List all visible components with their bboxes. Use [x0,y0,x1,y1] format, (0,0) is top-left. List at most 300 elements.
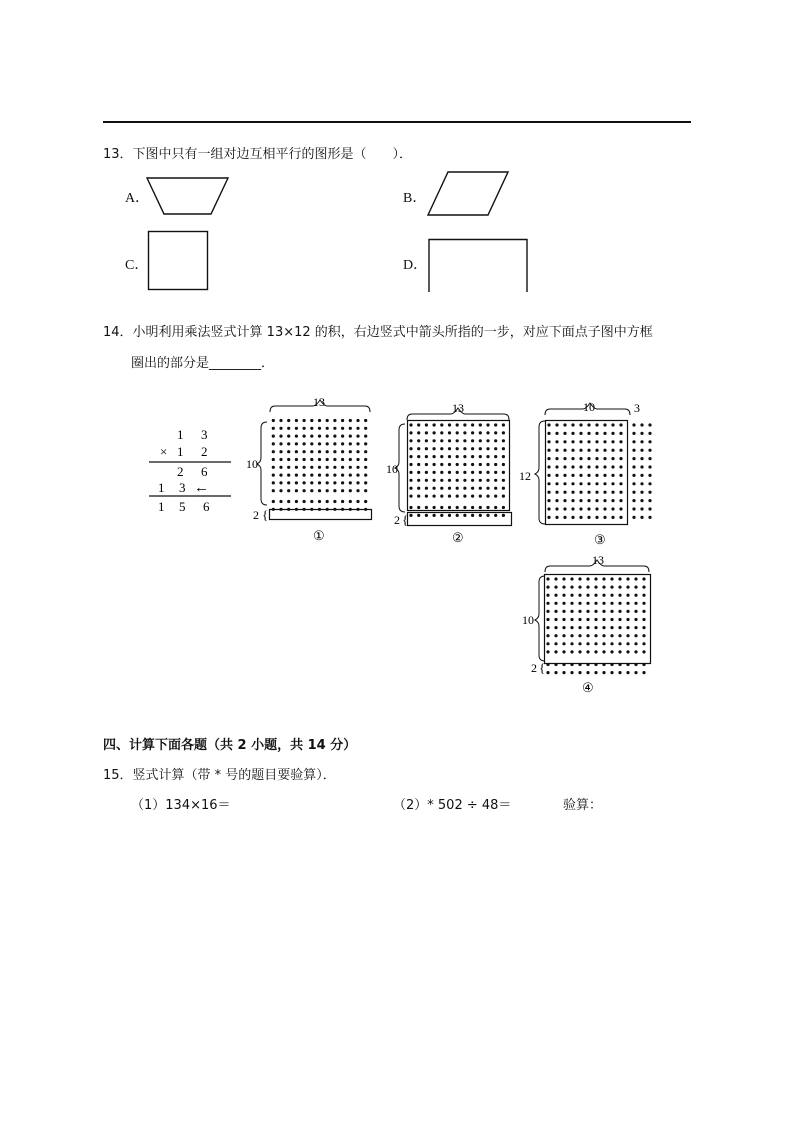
dot [494,463,497,466]
dot [471,463,474,466]
dot-figure-4 [518,551,658,701]
dot [579,491,582,494]
dot [456,455,459,458]
dot [579,440,582,443]
dot [409,479,412,482]
dot [602,663,605,666]
dot [578,650,581,653]
dot [563,474,566,477]
dot [486,471,489,474]
dot [586,618,589,621]
q13-option-c-label: C． [125,258,149,273]
dot [611,491,614,494]
dot [602,671,605,674]
dot [578,602,581,605]
dot [602,602,605,605]
dot [563,465,566,468]
dot [579,432,582,435]
calc-op: × [160,444,168,459]
dot [547,482,550,485]
dot [456,514,459,517]
dot [595,457,598,460]
dot [486,439,489,442]
dot [349,442,352,445]
calc-r4-d1: 1 [158,480,165,495]
dot [502,463,505,466]
dot-figure-2 [385,400,520,545]
dot [648,432,651,435]
dot [610,610,613,613]
dot [303,481,306,484]
dot [479,506,482,509]
dot [632,482,635,485]
dot [425,479,428,482]
dot [547,423,550,426]
fig2-top-label: 13 [452,401,464,415]
dot [554,642,557,645]
dot [586,663,589,666]
dot [555,457,558,460]
dot [594,626,597,629]
dot [594,602,597,605]
dot [295,427,298,430]
dot [547,507,550,510]
dot [587,482,590,485]
dot [579,457,582,460]
dot [502,506,505,509]
dot [648,474,651,477]
dot [626,577,629,580]
dot [648,507,651,510]
dot [626,634,629,637]
dot [303,466,306,469]
dot [326,474,329,477]
dot [626,671,629,674]
dot [310,466,313,469]
dot [586,642,589,645]
calc-r2-d2: 2 [201,444,208,459]
dot [279,500,282,503]
dot [563,499,566,502]
dot [295,435,298,438]
dot [349,474,352,477]
dot [326,500,329,503]
dot [642,626,645,629]
dot [555,507,558,510]
dot [562,602,565,605]
dot [494,447,497,450]
dot [433,506,436,509]
dot [570,671,573,674]
dot [619,499,622,502]
dot [295,466,298,469]
dot [486,431,489,434]
dot [409,455,412,458]
dot [456,423,459,426]
rectangle-shape [428,238,530,292]
dot [287,474,290,477]
dot [303,427,306,430]
square-shape [147,230,211,292]
dot [471,514,474,517]
dot [364,435,367,438]
dot [463,514,466,517]
dot [494,479,497,482]
dot [611,457,614,460]
dot [479,447,482,450]
dot [456,463,459,466]
dot [303,442,306,445]
dot [570,642,573,645]
dot [341,458,344,461]
fig1-left-small-label: 2 [253,508,259,522]
dot [409,471,412,474]
dot [349,481,352,484]
fig1-left-big-label: 10 [246,457,258,471]
dot [563,516,566,519]
dot [619,423,622,426]
dot [611,482,614,485]
dot [433,514,436,517]
dot [494,495,497,498]
dot [547,449,550,452]
dot [456,487,459,490]
dot [618,642,621,645]
dot [494,431,497,434]
dot [579,516,582,519]
dot [632,491,635,494]
dot [310,458,313,461]
dot [279,450,282,453]
dot [502,479,505,482]
dot [409,423,412,426]
dot [448,463,451,466]
dot [562,642,565,645]
dot [578,618,581,621]
dot [587,440,590,443]
dot [364,427,367,430]
dot [272,458,275,461]
dot [587,457,590,460]
dot [318,489,321,492]
dot [502,447,505,450]
dot [579,474,582,477]
dot [634,650,637,653]
dot [494,455,497,458]
dot [479,423,482,426]
dot [349,458,352,461]
dot [295,419,298,422]
dot [295,450,298,453]
dot [310,427,313,430]
dot [570,618,573,621]
dot [642,577,645,580]
dot [364,508,367,511]
dot [486,479,489,482]
q13-stem: 13．下图中只有一组对边互相平行的图形是（ ）． [103,147,413,162]
dot [546,610,549,613]
dot [610,626,613,629]
dot [417,471,420,474]
fig3-top-right-label: 3 [634,401,640,415]
dot [486,423,489,426]
dot [547,432,550,435]
dot [619,465,622,468]
dot [603,491,606,494]
dot [364,481,367,484]
dot [279,458,282,461]
dot [632,432,635,435]
dot [579,449,582,452]
dot [634,586,637,589]
dot [642,663,645,666]
dot [479,471,482,474]
dot [287,508,290,511]
dot [417,514,420,517]
dot [634,618,637,621]
dot [479,487,482,490]
dot [546,586,549,589]
dot [326,508,329,511]
dot [364,450,367,453]
dot [618,602,621,605]
dot [562,610,565,613]
dot [634,577,637,580]
dot [595,482,598,485]
dot [618,618,621,621]
dot [562,663,565,666]
dot [463,471,466,474]
dot [303,435,306,438]
dot [578,577,581,580]
dot [287,435,290,438]
dot [586,671,589,674]
dot [287,481,290,484]
dot [632,499,635,502]
dot [502,455,505,458]
dot [578,642,581,645]
dot [326,442,329,445]
dot [279,419,282,422]
dot [648,499,651,502]
dot [546,602,549,605]
dot [554,618,557,621]
dot [570,586,573,589]
dot [595,507,598,510]
dot [287,419,290,422]
dot [571,449,574,452]
q13-option-b-label: B． [403,191,427,206]
dot [417,506,420,509]
dot [563,491,566,494]
dot [611,449,614,452]
dot [595,465,598,468]
calc-r1-d2: 3 [201,427,208,442]
dot [303,474,306,477]
dot [356,489,359,492]
dot [310,419,313,422]
dot [546,671,549,674]
dot [602,642,605,645]
dot [471,439,474,442]
dot [272,466,275,469]
dot [310,435,313,438]
dot [318,508,321,511]
dot [433,447,436,450]
dot [626,594,629,597]
dot [603,449,606,452]
dot [611,499,614,502]
dot [440,514,443,517]
dot [634,610,637,613]
dot [610,594,613,597]
dot [603,457,606,460]
dot [456,495,459,498]
dot [417,447,420,450]
dot [326,458,329,461]
dot [571,432,574,435]
dot [594,586,597,589]
svg-text:{: { [262,507,269,522]
dot [611,465,614,468]
dot [603,507,606,510]
dot [578,586,581,589]
dot [425,487,428,490]
dot [417,487,420,490]
dot [326,489,329,492]
dot [554,634,557,637]
dot [318,427,321,430]
dot [333,435,336,438]
dot [448,471,451,474]
dot [555,482,558,485]
svg-text:{: { [402,512,409,527]
dot [562,634,565,637]
dot [333,419,336,422]
dot [310,442,313,445]
dot [595,491,598,494]
dot [602,586,605,589]
dot [626,586,629,589]
dot [619,482,622,485]
dot [632,474,635,477]
dot [595,423,598,426]
dot [618,594,621,597]
dot [571,507,574,510]
dot [456,479,459,482]
dot [648,423,651,426]
dot [603,516,606,519]
dot [318,442,321,445]
dot [272,427,275,430]
dot [640,516,643,519]
dot [272,435,275,438]
dot [642,602,645,605]
dot [587,507,590,510]
dot [562,594,565,597]
dot [440,439,443,442]
dot [555,499,558,502]
dot [471,487,474,490]
dot [640,474,643,477]
dot [602,618,605,621]
dot [640,499,643,502]
dot [272,481,275,484]
dot [349,489,352,492]
dot [303,489,306,492]
dot [571,457,574,460]
dot [409,506,412,509]
dot [448,431,451,434]
dot [326,481,329,484]
dot [494,506,497,509]
dot [295,442,298,445]
dot [356,458,359,461]
dot [618,634,621,637]
dot [341,442,344,445]
dot [356,466,359,469]
dot [440,471,443,474]
dot [425,423,428,426]
dot [619,449,622,452]
dot [486,463,489,466]
dot [272,442,275,445]
dot [471,431,474,434]
dot [563,507,566,510]
dot [448,439,451,442]
dot [295,481,298,484]
dot [640,491,643,494]
dot [611,440,614,443]
dot [463,479,466,482]
dot [571,474,574,477]
dot [310,481,313,484]
dot [648,440,651,443]
dot [409,431,412,434]
dot [546,642,549,645]
dot [295,508,298,511]
dot [425,431,428,434]
dot [634,634,637,637]
dot [425,447,428,450]
dot [310,474,313,477]
dot [287,427,290,430]
dot [626,602,629,605]
dot [417,439,420,442]
dot [463,495,466,498]
dot [333,489,336,492]
dot [310,508,313,511]
dot [356,419,359,422]
dot [555,465,558,468]
fig4-left-small-label: 2 [531,661,537,675]
dot [494,439,497,442]
dot-figure-3 [515,398,665,550]
dot [571,491,574,494]
dot [640,465,643,468]
dot [611,432,614,435]
dot [546,663,549,666]
dot [642,586,645,589]
dot [448,447,451,450]
dot [602,594,605,597]
dot [554,586,557,589]
dot [632,423,635,426]
dot [610,602,613,605]
dot [634,671,637,674]
vertical-multiplication [145,425,245,520]
dot [546,577,549,580]
